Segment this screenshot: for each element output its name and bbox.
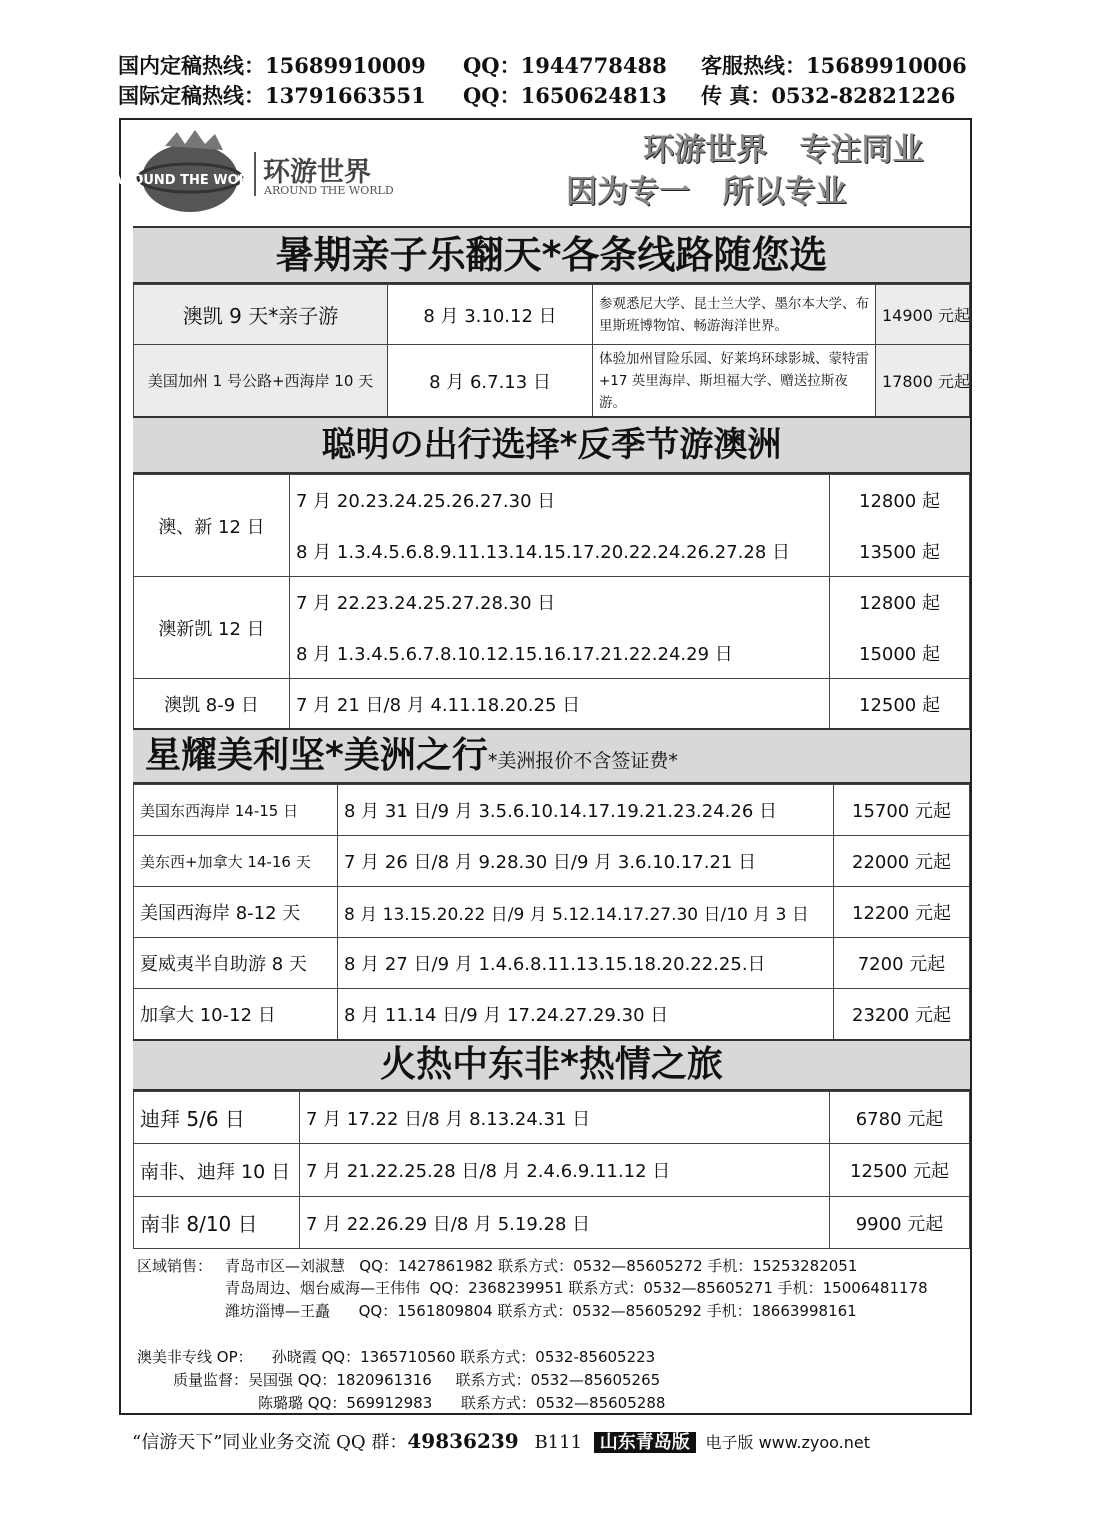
route-dates: 8 月 6.7.13 日: [388, 345, 593, 417]
table-row: [134, 989, 970, 1040]
route-dates: 7 月 22.23.24.25.27.28.30 日: [290, 577, 830, 628]
table-row: [134, 887, 970, 938]
route-dates: 7 月 21 日/8 月 4.11.18.20.25 日: [290, 679, 830, 729]
logo-cn-name: 环游世界: [263, 157, 371, 188]
route-price: 6780 元起: [830, 1092, 970, 1144]
route-dates: 7 月 20.23.24.25.26.27.30 日: [290, 475, 830, 526]
route-price: 12500 起: [830, 679, 970, 729]
route-name: 夏威夷半自助游 8 天: [134, 938, 338, 989]
route-dates: 8 月 13.15.20.22 日/9 月 5.12.14.17.27.30 日/10 月 3 日: [338, 887, 834, 938]
route-name: 美东西+加拿大 14-16 天: [134, 836, 338, 887]
sales-label: 区域销售：: [137, 1257, 213, 1275]
route-name: 澳凯 9 天*亲子游: [134, 285, 388, 345]
route-name: 澳新凯 12 日: [134, 577, 290, 679]
domestic-hotline: 国内定稿热线：15689910009: [118, 53, 426, 78]
flyer-frame: [112, 118, 972, 1415]
route-price: 12800 起: [830, 577, 970, 628]
footer: [132, 1428, 870, 1454]
route-name: 美国加州 1 号公路+西海岸 10 天: [134, 345, 388, 417]
footer-qq-group: 49836239: [407, 1429, 519, 1453]
route-price: 12200 元起: [834, 887, 970, 938]
america-table: [133, 784, 970, 1039]
edition-badge: 山东青岛版: [594, 1432, 696, 1453]
route-price: 22000 元起: [834, 836, 970, 887]
qa-line-1: 质量监督：吴国强 QQ：1820961316 联系方式：0532—85605265: [173, 1371, 661, 1389]
table-row: [134, 1092, 970, 1144]
route-name: 澳凯 8-9 日: [134, 679, 290, 729]
globe-icon: [112, 126, 268, 216]
route-price: 17800 元起: [876, 345, 970, 417]
america-section-title: [133, 728, 970, 784]
route-dates: 8 月 11.14 日/9 月 17.24.27.29.30 日: [338, 989, 834, 1040]
route-name: 南非 8/10 日: [134, 1197, 300, 1249]
route-name: 美国西海岸 8-12 天: [134, 887, 338, 938]
route-price: 23200 元起: [834, 989, 970, 1040]
aus-section-title: 聪明の出行选择*反季节游澳洲: [133, 416, 970, 474]
route-price: 14900 元起: [876, 285, 970, 345]
table-row: [134, 785, 970, 836]
logo-divider: [254, 152, 256, 196]
route-price: 9900 元起: [830, 1197, 970, 1249]
table-row: [134, 475, 970, 526]
route-name: 加拿大 10-12 日: [134, 989, 338, 1040]
table-row: [134, 285, 970, 345]
mideast-section-title: 火热中东非*热情之旅: [133, 1039, 970, 1091]
route-desc: 体验加州冒险乐园、好莱坞环球影城、蒙特雷+17 英里海岸、斯坦福大学、赠送拉斯夜游。: [593, 345, 876, 417]
route-dates: 7 月 26 日/8 月 9.28.30 日/9 月 3.6.10.17.21 日: [338, 836, 834, 887]
route-dates: 7 月 17.22 日/8 月 8.13.24.31 日: [300, 1092, 830, 1144]
route-dates: 8 月 1.3.4.5.6.8.9.11.13.14.15.17.20.22.24.26.27.28 日: [290, 526, 830, 577]
route-dates: 8 月 3.10.12 日: [388, 285, 593, 345]
route-price: 13500 起: [830, 526, 970, 577]
route-dates: 8 月 27 日/9 月 1.4.6.8.11.13.15.18.20.22.25.日: [338, 938, 834, 989]
route-dates: 8 月 1.3.4.5.6.7.8.10.12.15.16.17.21.22.24.29 日: [290, 628, 830, 679]
footer-code: B111: [534, 1432, 583, 1453]
fax: 传 真：0532-82821226: [701, 83, 956, 108]
table-row: [134, 679, 970, 729]
qa-line-2: 陈璐璐 QQ：569912983 联系方式：0532—85605288: [258, 1394, 666, 1412]
route-dates: 8 月 31 日/9 月 3.5.6.10.14.17.19.21.23.24.26 日: [338, 785, 834, 836]
aus-table: [133, 474, 970, 728]
intl-qq: QQ：1650624813: [463, 83, 667, 108]
sales-line-2: 青岛周边、烟台威海—王伟伟 QQ：2368239951 联系方式：0532—85605271 手机：15006481178: [225, 1279, 928, 1297]
op-line: 澳美非专线 OP： 孙晓霞 QQ：1365710560 联系方式：0532-85605223: [137, 1348, 656, 1366]
route-dates: 7 月 22.26.29 日/8 月 5.19.28 日: [300, 1197, 830, 1249]
route-desc: 参观悉尼大学、昆士兰大学、墨尔本大学、布里斯班博物馆、畅游海洋世界。: [593, 285, 876, 345]
mideast-table: [133, 1091, 970, 1248]
table-row: [134, 345, 970, 417]
route-price: 12800 起: [830, 475, 970, 526]
route-name: 美国东西海岸 14-15 日: [134, 785, 338, 836]
route-price: 15700 元起: [834, 785, 970, 836]
route-name: 迪拜 5/6 日: [134, 1092, 300, 1144]
table-row: [134, 1197, 970, 1249]
route-price: 12500 元起: [830, 1144, 970, 1197]
kids-table: [133, 284, 970, 416]
kids-section-title: 暑期亲子乐翻天*各条线路随您选: [133, 226, 970, 284]
slogan-1: 环游世界 专注同业: [643, 132, 924, 168]
svg-text:AROUND THE WORLD: AROUND THE WORLD: [112, 173, 268, 188]
route-price: 7200 元起: [834, 938, 970, 989]
sales-line-1: 青岛市区—刘淑慧 QQ：1427861982 联系方式：0532—85605272 手机：15253282051: [225, 1257, 858, 1275]
service-hotline: 客服热线：15689910006: [701, 53, 967, 78]
table-row: [134, 1144, 970, 1197]
route-name: 澳、新 12 日: [134, 475, 290, 577]
table-row: [134, 938, 970, 989]
hotline-row-1: [118, 50, 967, 80]
footer-site: 电子版 www.zyoo.net: [705, 1433, 870, 1452]
sales-line-3: 潍坊淄博—王矗 QQ：1561809804 联系方式：0532—85605292 手机：18663998161: [225, 1302, 857, 1320]
globe-logo: [112, 126, 268, 216]
domestic-qq: QQ：1944778488: [463, 53, 667, 78]
intl-hotline: 国际定稿热线：13791663551: [118, 83, 426, 108]
america-visa-note: *美洲报价不含签证费*: [487, 750, 678, 772]
route-dates: 7 月 21.22.25.28 日/8 月 2.4.6.9.11.12 日: [300, 1144, 830, 1197]
america-title-text: 星耀美利坚*美洲之行: [145, 735, 488, 776]
table-row: [134, 836, 970, 887]
route-price: 15000 起: [830, 628, 970, 679]
footer-text: “信游天下”同业业务交流 QQ 群：: [132, 1432, 408, 1453]
table-row: [134, 577, 970, 628]
hotline-row-2: [118, 80, 956, 110]
slogan-2: 因为专一 所以专业: [566, 174, 847, 210]
logo-en-name: AROUND THE WORLD: [264, 184, 394, 197]
route-name: 南非、迪拜 10 日: [134, 1144, 300, 1197]
